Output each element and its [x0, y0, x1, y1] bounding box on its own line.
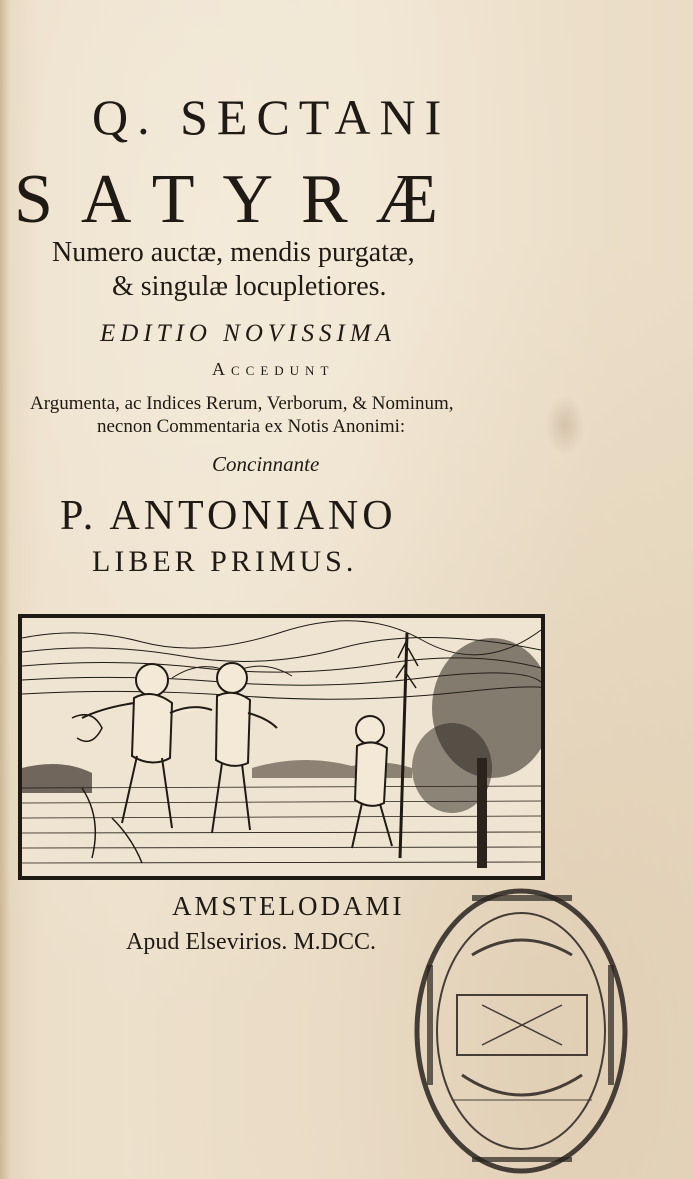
subtitle-line-1: Numero auctæ, mendis purgatæ,: [52, 237, 415, 268]
imprint-line: Apud Elsevirios. M.DCC.: [126, 929, 377, 955]
woodcut-illustration: [18, 614, 545, 880]
library-stamp: [412, 885, 630, 1177]
woodcut-scene: [22, 618, 541, 876]
contents-line-1: Argumenta, ac Indices Rerum, Verborum, & Nominum,: [30, 393, 454, 414]
concinnante-line: Concinnante: [212, 452, 320, 476]
edition-line: EDITIO NOVISSIMA: [100, 320, 396, 347]
subtitle-line-2: & singulæ locupletiores.: [112, 271, 387, 302]
place-of-publication: AMSTELODAMI: [172, 891, 405, 921]
book-number: LIBER PRIMUS.: [92, 545, 358, 578]
accedunt-line: Accedunt: [212, 359, 335, 379]
paper-stain: [545, 395, 585, 455]
book-title: SATYRÆ: [14, 161, 466, 238]
author-line: Q. SECTANI: [92, 89, 451, 145]
page-fold-shadow: [0, 0, 10, 1179]
stamp-seal-icon: [412, 885, 630, 1177]
contents-line-2: necnon Commentaria ex Notis Anonimi:: [97, 416, 406, 437]
editor-name: P. ANTONIANO: [60, 493, 397, 539]
